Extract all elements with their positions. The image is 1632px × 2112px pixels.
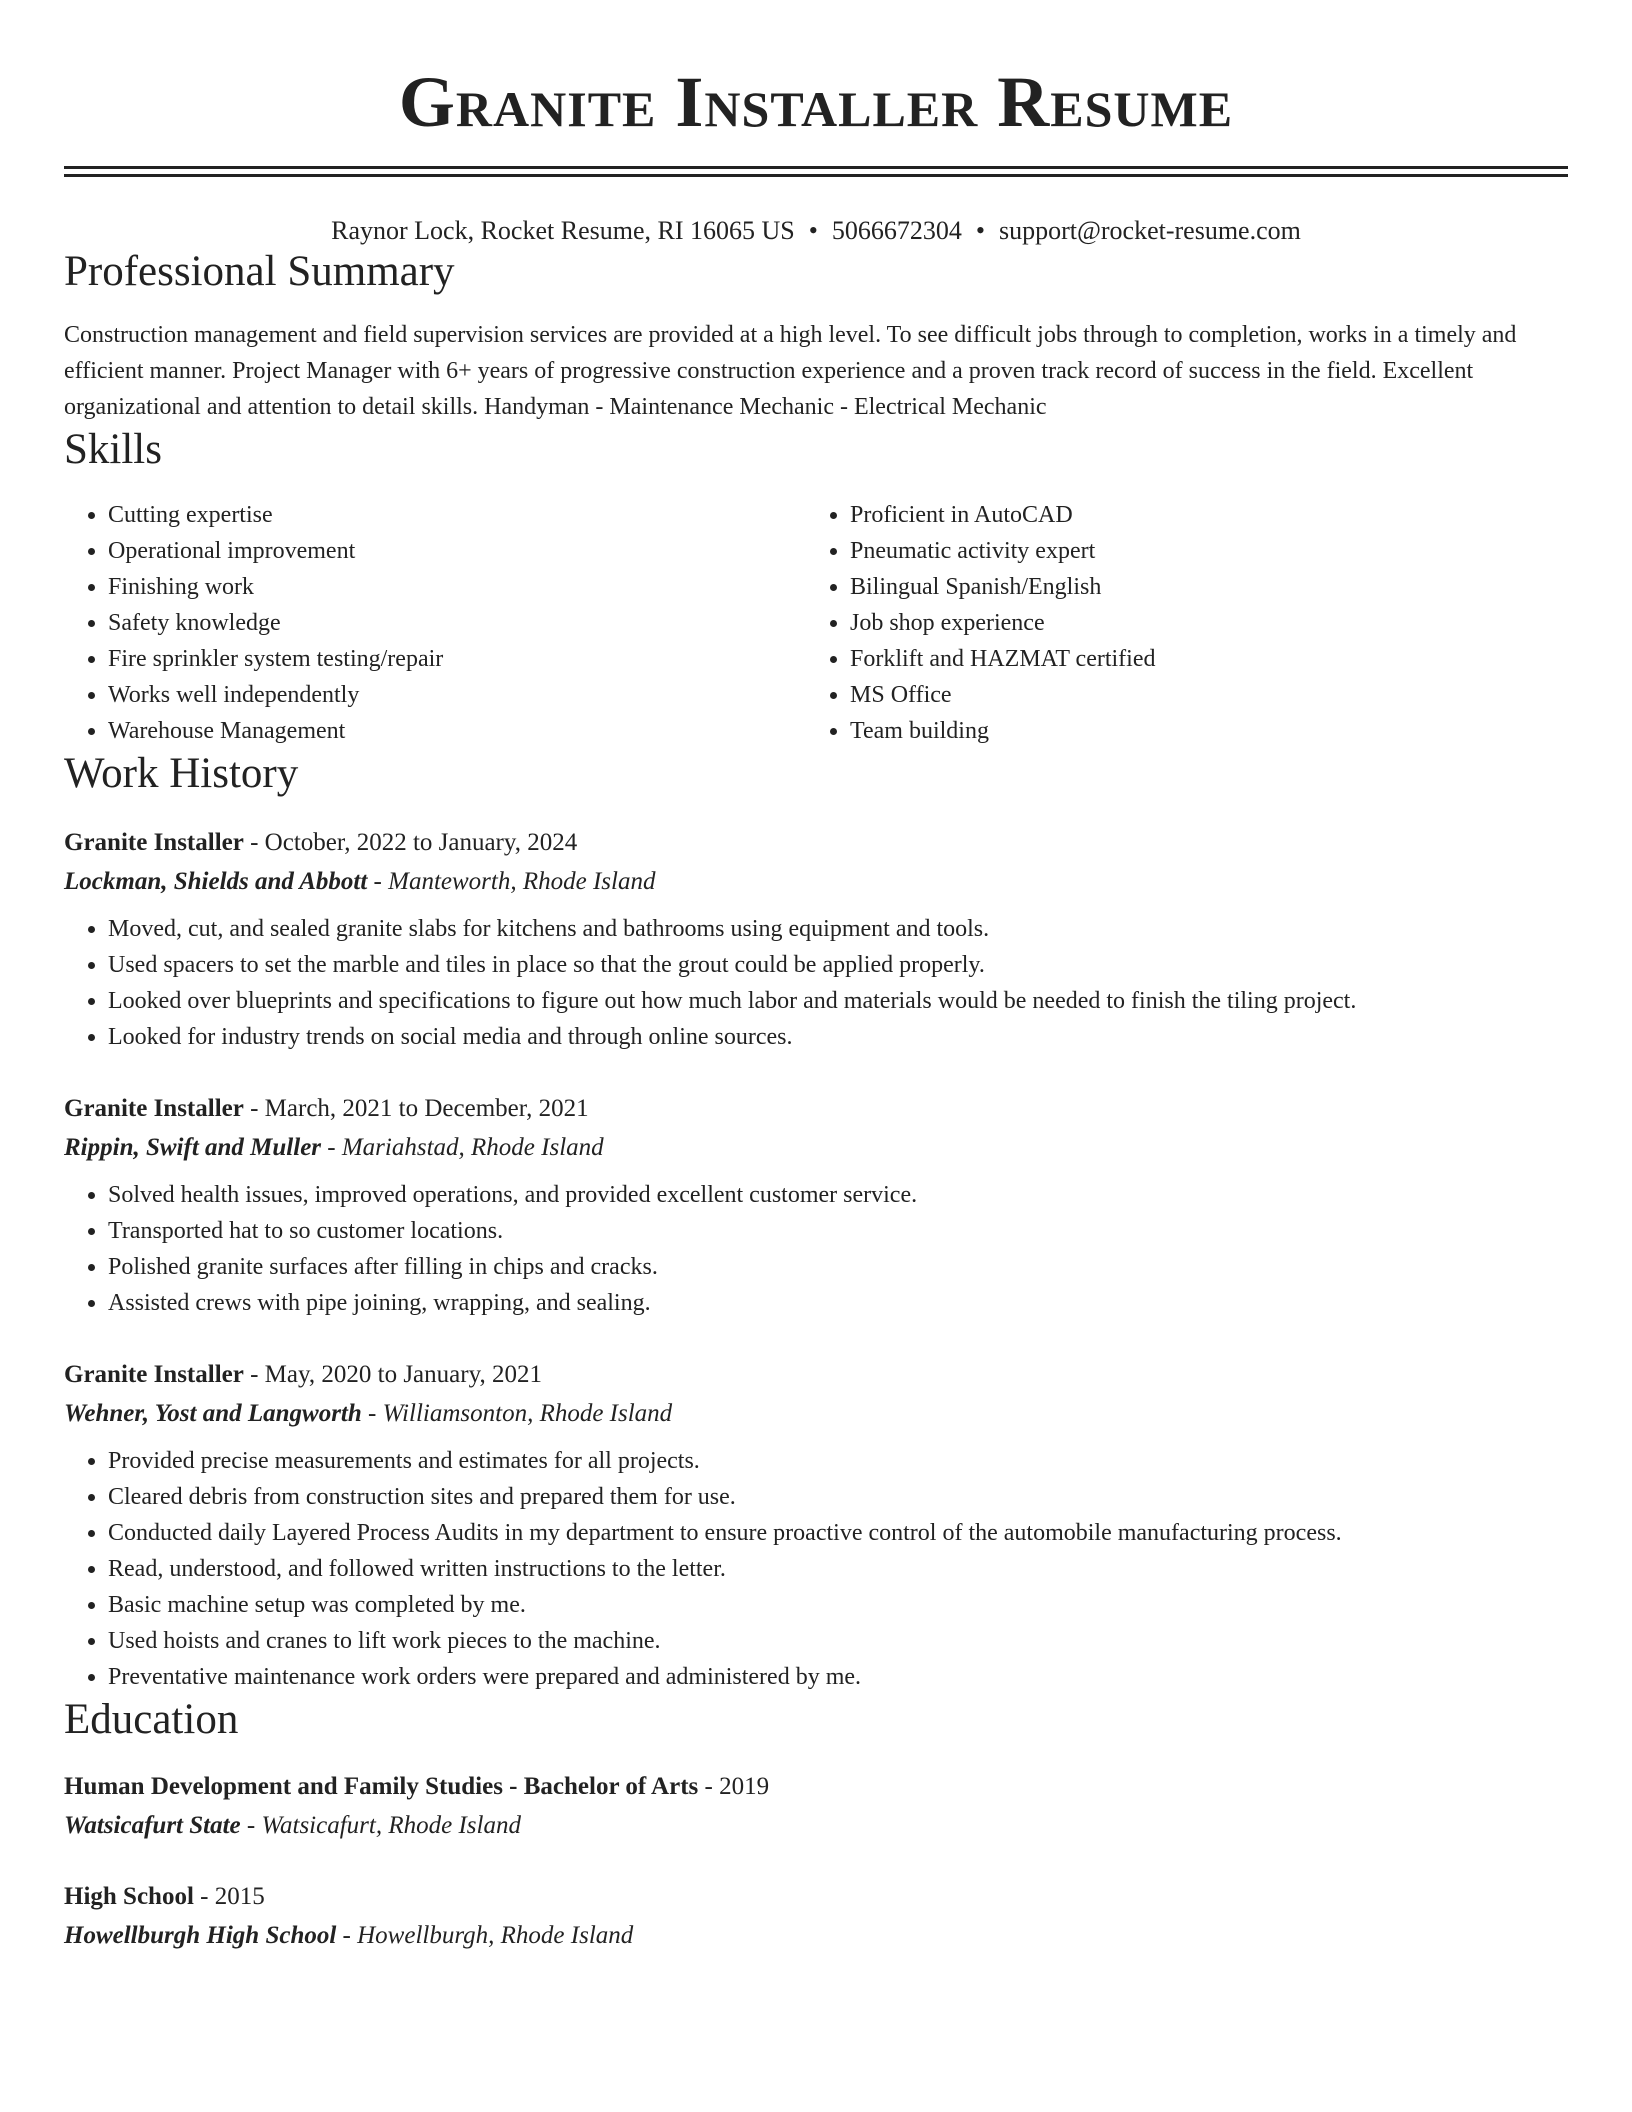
- summary-heading: Professional Summary: [64, 248, 455, 295]
- school-name: Howellburgh High School: [64, 1922, 337, 1949]
- resume-title: Granite Installer Resume: [398, 62, 1234, 142]
- skill-item: • Warehouse Management: [108, 713, 806, 749]
- degree-line: [64, 1877, 1568, 1916]
- dash: -: [321, 1134, 342, 1161]
- employer-location: Manteworth, Rhode Island: [388, 868, 656, 895]
- education-heading: Education: [64, 1696, 239, 1743]
- contact-phone: 5066672304: [831, 216, 962, 245]
- job-entry: [64, 1355, 1568, 1695]
- job-title-line: [64, 1089, 1568, 1128]
- graduation-year: 2019: [719, 1773, 770, 1800]
- skill-item: • MS Office: [850, 677, 1548, 713]
- duty-item: • Polished granite surfaces after filling in chips and cracks.: [108, 1249, 1568, 1285]
- dash: -: [698, 1773, 720, 1800]
- job-entry: [64, 823, 1568, 1055]
- degree: High School: [64, 1883, 194, 1910]
- job-title: Granite Installer: [64, 1361, 244, 1388]
- skill-item: • Job shop experience: [850, 605, 1548, 641]
- summary-text: Construction management and field supervision services are provided at a high level. To see difficult jobs through to completion, works in a timely and efficient manner. Project Manager with 6+ years of progressive construction experience and a proven track record of success in the field. Excellent organizational and attention to detail skills. Handyman - Maintenance Mechanic - Electrical Mechanic: [64, 322, 1517, 420]
- skills-heading: Skills: [64, 426, 162, 473]
- school-line: [64, 1806, 1568, 1845]
- work-history-heading: Work History: [64, 750, 299, 797]
- duty-item: • Cleared debris from construction sites and prepared them for use.: [108, 1479, 1568, 1515]
- duty-item: • Looked over blueprints and specifications to figure out how much labor and materials would be needed to finish the tiling project.: [108, 983, 1568, 1019]
- skill-item: • Team building: [850, 713, 1548, 749]
- dash: -: [361, 1400, 383, 1427]
- contact-separator: •: [975, 216, 985, 245]
- job-duties: [64, 1177, 1568, 1321]
- duty-item: • Looked for industry trends on social media and through online sources.: [108, 1019, 1568, 1055]
- skill-item: • Operational improvement: [108, 533, 806, 569]
- job-entry: [64, 1089, 1568, 1321]
- job-title: Granite Installer: [64, 829, 244, 856]
- duty-item: • Used spacers to set the marble and tiles in place so that the grout could be applied properly.: [108, 947, 1568, 983]
- duty-item: • Moved, cut, and sealed granite slabs for kitchens and bathrooms using equipment and tools.: [108, 911, 1568, 947]
- skill-item: • Fire sprinkler system testing/repair: [108, 641, 806, 677]
- skills-columns: [64, 497, 1568, 749]
- skill-item: • Finishing work: [108, 569, 806, 605]
- employer-name: Wehner, Yost and Langworth: [64, 1400, 362, 1427]
- skill-item: • Forklift and HAZMAT certified: [850, 641, 1548, 677]
- employer-line: [64, 1128, 1568, 1167]
- dash: -: [367, 868, 389, 895]
- dash: -: [336, 1922, 358, 1949]
- dash: -: [193, 1883, 215, 1910]
- duty-item: • Used hoists and cranes to lift work pieces to the machine.: [108, 1623, 1568, 1659]
- job-duties: [64, 911, 1568, 1055]
- education-entry: [64, 1767, 1568, 1845]
- contact-email: support@rocket-resume.com: [998, 216, 1301, 245]
- dash: -: [240, 1812, 262, 1839]
- duty-item: • Transported hat to so customer locations.: [108, 1213, 1568, 1249]
- skills-list-left: [64, 497, 806, 749]
- job-dates: October, 2022 to January, 2024: [264, 829, 578, 856]
- contact-separator: •: [808, 216, 818, 245]
- duty-item: • Basic machine setup was completed by me.: [108, 1587, 1568, 1623]
- education-entry: [64, 1877, 1568, 1955]
- skill-item: • Cutting expertise: [108, 497, 806, 533]
- dash: -: [243, 1361, 265, 1388]
- employer-name: Lockman, Shields and Abbott: [64, 868, 368, 895]
- employer-location: Williamsonton, Rhode Island: [382, 1400, 673, 1427]
- graduation-year: 2015: [214, 1883, 265, 1910]
- skill-item: • Works well independently: [108, 677, 806, 713]
- duty-item: • Preventative maintenance work orders were prepared and administered by me.: [108, 1659, 1568, 1695]
- duty-item: • Conducted daily Layered Process Audits in my department to ensure proactive control of the automobile manufacturing process.: [108, 1515, 1568, 1551]
- school-location: Howellburgh, Rhode Island: [357, 1922, 634, 1949]
- job-title-line: [64, 1355, 1568, 1394]
- skill-item: • Pneumatic activity expert: [850, 533, 1548, 569]
- job-duties: [64, 1443, 1568, 1695]
- skill-item: • Safety knowledge: [108, 605, 806, 641]
- contact-line: [64, 215, 1568, 247]
- school-line: [64, 1916, 1568, 1955]
- title-double-rule: [64, 166, 1568, 177]
- degree-line: [64, 1767, 1568, 1806]
- duty-item: • Read, understood, and followed written instructions to the letter.: [108, 1551, 1568, 1587]
- duty-item: • Assisted crews with pipe joining, wrapping, and sealing.: [108, 1285, 1568, 1321]
- school-name: Watsicafurt State: [64, 1812, 241, 1839]
- duty-item: • Provided precise measurements and estimates for all projects.: [108, 1443, 1568, 1479]
- duty-item: • Solved health issues, improved operations, and provided excellent customer service.: [108, 1177, 1568, 1213]
- dash: -: [243, 1095, 265, 1122]
- job-title-line: [64, 823, 1568, 862]
- school-location: Watsicafurt, Rhode Island: [261, 1812, 521, 1839]
- skills-list-right: [806, 497, 1548, 749]
- dash: -: [243, 829, 265, 856]
- job-dates: May, 2020 to January, 2021: [264, 1361, 542, 1388]
- skill-item: • Proficient in AutoCAD: [850, 497, 1548, 533]
- contact-address: Raynor Lock, Rocket Resume, RI 16065 US: [331, 216, 795, 245]
- degree: Human Development and Family Studies - Bachelor of Arts: [64, 1773, 699, 1800]
- employer-location: Mariahstad, Rhode Island: [341, 1134, 604, 1161]
- employer-name: Rippin, Swift and Muller: [64, 1134, 322, 1161]
- job-title: Granite Installer: [64, 1095, 244, 1122]
- job-dates: March, 2021 to December, 2021: [264, 1095, 589, 1122]
- employer-line: [64, 862, 1568, 901]
- employer-line: [64, 1394, 1568, 1433]
- skill-item: • Bilingual Spanish/English: [850, 569, 1548, 605]
